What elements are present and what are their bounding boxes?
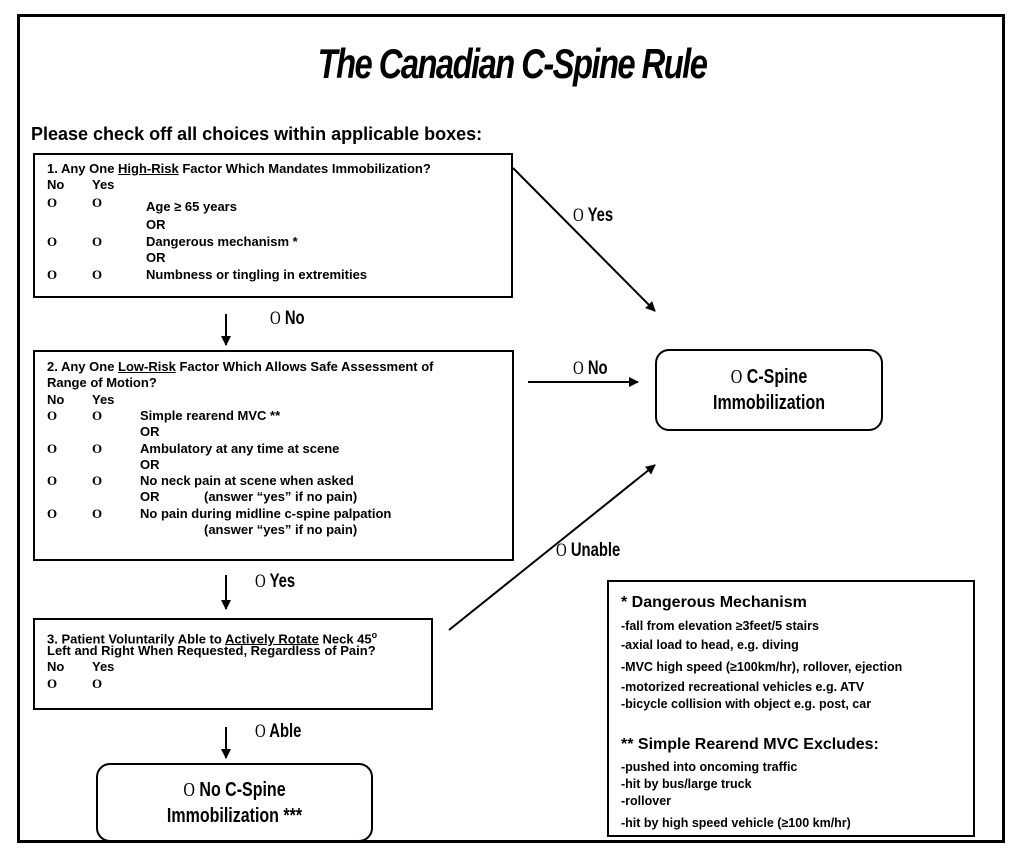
degree-sup: o [371,630,378,640]
q2-item1-no-checkbox[interactable]: O [47,408,58,423]
edge-q3-able-checkbox[interactable]: O [255,721,266,742]
q1-item1-no-checkbox[interactable]: O [47,195,58,210]
q2-item4-no-checkbox[interactable]: O [47,506,58,521]
q3-yes-checkbox[interactable]: O [92,676,103,691]
q1-item3-label: Numbness or tingling in extremities [146,267,368,282]
dm-item-4: -motorized recreational vehicles e.g. ATV [621,680,865,694]
sr-item-2: -hit by bus/large truck [621,777,752,791]
q2-item2-no-checkbox[interactable]: O [47,441,58,456]
question-3-text: 3. Patient Voluntarily Able to Actively Rotate Neck 45$^o$ [47,630,378,647]
instruction-text: Please check off all choices within applicable boxes: [31,124,483,144]
q2-or-2: OR [140,457,160,472]
q2-item2-yes-checkbox[interactable]: O [92,441,103,456]
no-immob-checkbox[interactable]: O [183,779,195,801]
q1-item1-yes-checkbox[interactable]: O [92,195,103,210]
dm-item-2: -axial load to head, e.g. diving [621,638,799,652]
q2-yes-header: Yes [92,392,115,407]
high-risk-label: High-Risk [118,161,179,176]
edge-q3-able: O Able [255,721,302,742]
q3-no-header: No [47,659,65,674]
dm-item-5: -bicycle collision with object e.g. post, car [621,697,872,711]
question-2-text: 2. Any One Low-Risk Factor Which Allows Safe Assessment of [47,359,434,374]
q2-item1-yes-checkbox[interactable]: O [92,408,103,423]
q1-or-2: OR [146,250,166,265]
arrow-q1-yes [513,168,655,311]
simple-rearend-title: ** Simple Rearend MVC Excludes: [621,736,879,753]
edge-q2-no: O No [573,358,608,379]
q2-item3-yes-checkbox[interactable]: O [92,473,103,488]
q1-item2-yes-checkbox[interactable]: O [92,234,103,249]
dm-item-1: -fall from elevation ≥3feet/5 stairs [621,619,819,633]
no-immob-label-line2: Immobilization *** [166,805,303,827]
q2-item2-label: Ambulatory at any time at scene [140,441,340,456]
q2-item4-note: (answer “yes” if no pain) [204,522,358,537]
q2-no-header: No [47,392,65,407]
dm-item-3: -MVC high speed (≥100km/hr), rollover, ejection [621,660,903,674]
immob-label-line2: Immobilization [713,392,825,414]
edge-q1-no: O No [270,308,305,329]
q2-or-1: OR [140,424,160,439]
dangerous-mechanism-title: * Dangerous Mechanism [621,594,807,611]
low-risk-label: Low-Risk [118,359,176,374]
edge-q1-yes-checkbox[interactable]: O [573,205,584,226]
immob-label-line1: C-Spine [746,366,808,388]
question-1-text: 1. Any One High-Risk Factor Which Mandates Immobilization? [47,161,431,176]
q1-item2-no-checkbox[interactable]: O [47,234,58,249]
edge-q3-unable: O Unable [556,540,621,561]
q2-item4-yes-checkbox[interactable]: O [92,506,103,521]
edge-q3-unable-checkbox[interactable]: O [556,540,567,561]
edge-q2-yes: O Yes [255,571,296,592]
q1-yes-header: Yes [92,177,115,192]
q2-item3-label: No neck pain at scene when asked [140,473,354,488]
edge-q1-yes: O Yes [573,205,614,226]
edge-q2-yes-checkbox[interactable]: O [255,571,266,592]
sr-item-1: -pushed into oncoming traffic [621,760,798,774]
q1-item3-yes-checkbox[interactable]: O [92,267,103,282]
sr-item-4: -hit by high speed vehicle (≥100 km/hr) [621,816,851,830]
question-3-text-line2: Left and Right When Requested, Regardless of Pain? [47,643,376,658]
q3-yes-header: Yes [92,659,115,674]
no-immob-label-line1: No C-Spine [199,779,286,801]
q2-item4-label: No pain during midline c-spine palpation [140,506,392,521]
q2-item1-label: Simple rearend MVC ** [140,408,281,423]
q1-item2-label: Dangerous mechanism * [146,234,298,249]
q1-item3-no-checkbox[interactable]: O [47,267,58,282]
sr-item-3: -rollover [621,794,672,808]
edge-q1-no-checkbox[interactable]: O [270,308,281,329]
q2-item3-note: (answer “yes” if no pain) [204,489,358,504]
q3-no-checkbox[interactable]: O [47,676,58,691]
q1-item1-label: Age ≥ 65 years [146,199,237,214]
q1-no-header: No [47,177,65,192]
question-2-text-line2: Range of Motion? [47,375,157,390]
q2-item3-no-checkbox[interactable]: O [47,473,58,488]
actively-rotate-label: Actively Rotate [224,631,319,647]
edge-q2-no-checkbox[interactable]: O [573,358,584,379]
q1-or-1: OR [146,217,166,232]
immob-checkbox[interactable]: O [730,366,743,388]
q2-or-3: OR [140,489,160,504]
page-title: The Canadian C-Spine Rule [317,40,707,87]
